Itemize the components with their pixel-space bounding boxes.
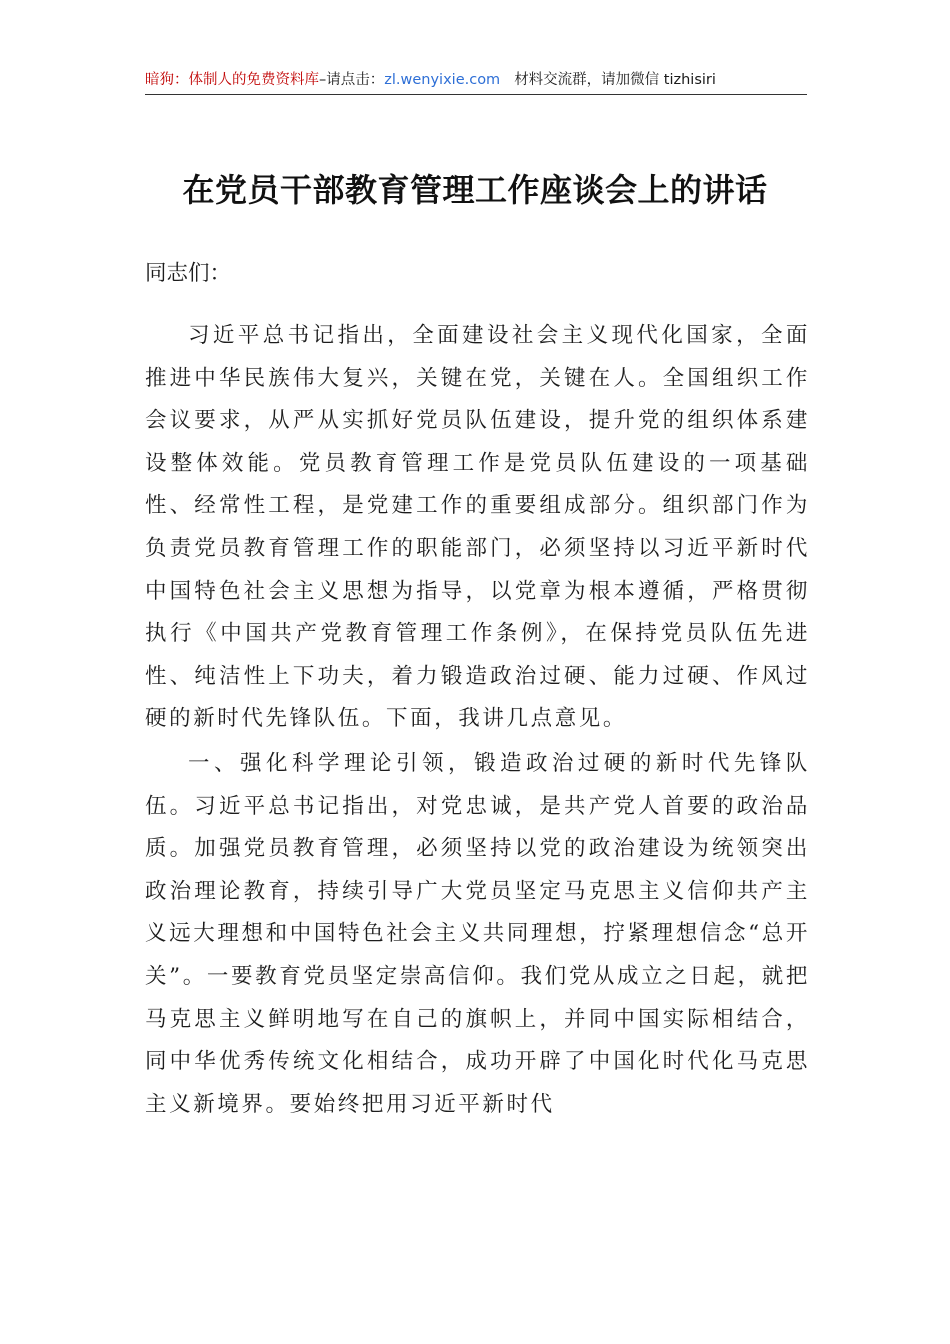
header-prompt: –请点击： <box>319 72 385 88</box>
header-contact: 材料交流群，请加微信 tizhisiri <box>514 72 716 88</box>
header-divider <box>145 94 807 95</box>
page-header <box>145 66 807 94</box>
body-paragraph: 习近平总书记指出，全面建设社会主义现代化国家，全面推进中华民族伟大复兴，关键在党，关键在人。全国组织工作会议要求，从严从实抓好党员队伍建设，提升党的组织体系建设整体效能。党员教育管理工作是党员队伍建设的一项基础性、经常性工程，是党建工作的重要组成部分。组织部门作为负责党员教育管理工作的职能部门，必须坚持以习近平新时代中国特色社会主义思想为指导，以党章为根本遵循，严格贯彻执行《中国共产党教育管理工作条例》，在保持党员队伍先进性、纯洁性上下功夫，着力锻造政治过硬、能力过硬、作风过硬的新时代先锋队伍。下面，我讲几点意见。 <box>145 323 810 732</box>
document-body <box>145 253 810 1126</box>
salutation: 同志们： <box>145 261 232 286</box>
header-link[interactable]: zl.wenyixie.com <box>384 72 501 88</box>
document-title: 在党员干部教育管理工作座谈会上的讲话 <box>182 171 768 209</box>
header-brand: 暗狗：体制人的免费资料库 <box>145 72 319 88</box>
body-paragraph: 一、强化科学理论引领，锻造政治过硬的新时代先锋队伍。习近平总书记指出，对党忠诚，是共产党人首要的政治品质。加强党员教育管理，必须坚持以党的政治建设为统领突出政治理论教育，持续引导广大党员坚定马克思主义信仰共产主义远大理想和中国特色社会主义共同理想，拧紧理想信念“总开关”。一要教育党员坚定崇高信仰。我们党从成立之日起，就把马克思主义鲜明地写在自己的旗帜上，并同中国实际相结合，同中华优秀传统文化相结合，成功开辟了中国化时代化马克思主义新境界。要始终把用习近平新时代 <box>145 750 810 1117</box>
